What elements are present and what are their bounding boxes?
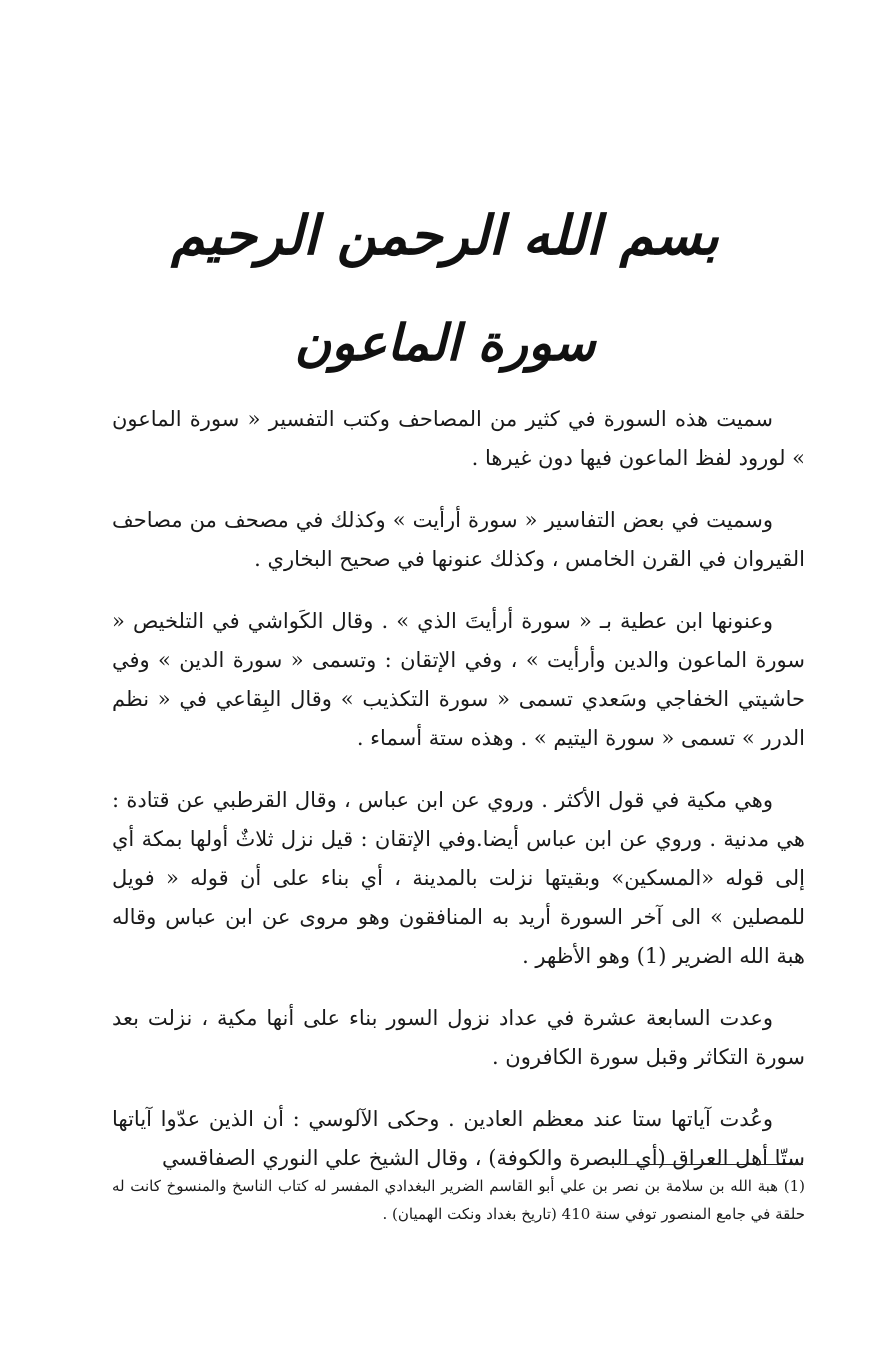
footnote bbox=[112, 1172, 805, 1228]
paragraph-verse-count: وعُدت آياتها ستا عند معظم العادين . وحكى الآلوسي : أن الذين عدّوا آياتها ستّا أهل العراق (أي البصرة والكوفة) ، وقال الشيخ علي النوري الصفاقسي bbox=[112, 1107, 805, 1170]
paragraph-revelation-order: وعدت السابعة عشرة في عداد نزول السور بناء على أنها مكية ، نزلت بعد سورة التكاثر وقبل سورة الكافرون . bbox=[112, 1006, 805, 1069]
footnote-text: (1) هبة الله بن سلامة بن نصر بن علي أبو القاسم الضرير البغدادي المفسر له كتاب الناسخ والمنسوخ كانت له حلقة في جامع المنصور توفي سنة 410 (تاريخ بغداد ونكت الهميان) . bbox=[112, 1177, 805, 1223]
paragraph-naming: سميت هذه السورة في كثير من المصاحف وكتب التفسير « سورة الماعون » لورود لفظ الماعون فيها دون غيرها . bbox=[112, 407, 805, 470]
paragraph-other-names: وسميت في بعض التفاسير « سورة أرأيت » وكذلك في مصحف من مصاحف القيروان في القرن الخامس ، وكذلك عنونها في صحيح البخاري . bbox=[112, 508, 805, 571]
body-text bbox=[112, 400, 805, 1201]
basmala-heading: بسم الله الرحمن الرحيم bbox=[171, 203, 719, 267]
surah-title: سورة الماعون bbox=[294, 313, 596, 372]
paragraph-makki-madani: وهي مكية في قول الأكثر . وروي عن ابن عباس ، وقال القرطبي عن قتادة : هي مدنية . وروي عن ابن عباس أيضا.وفي الإتقان : قيل نزل ثلاثٌ أولها بمكة أي إلى قوله «المسكين» وبقيتها نزلت بالمدينة ، أي بناء على أن قوله « فويل للمصلين » الى آخر السورة أريد به المنافقون وهو مروى عن ابن عباس وقاله هبة الله الضرير (1) وهو الأظهر . bbox=[112, 788, 805, 968]
footnote-divider bbox=[620, 1164, 803, 1165]
paragraph-six-names: وعنونها ابن عطية بـ « سورة أرأيتَ الذي » . وقال الكَواشي في التلخيص « سورة الماعون والدين وأرأيت » ، وفي الإتقان : وتسمى « سورة الدين » وفي حاشيتي الخفاجي وسَعدي تسمى « سورة التكذيب » وقال البِقاعي في « نظم الدرر » تسمى « سورة اليتيم » . وهذه ستة أسماء . bbox=[112, 609, 805, 750]
